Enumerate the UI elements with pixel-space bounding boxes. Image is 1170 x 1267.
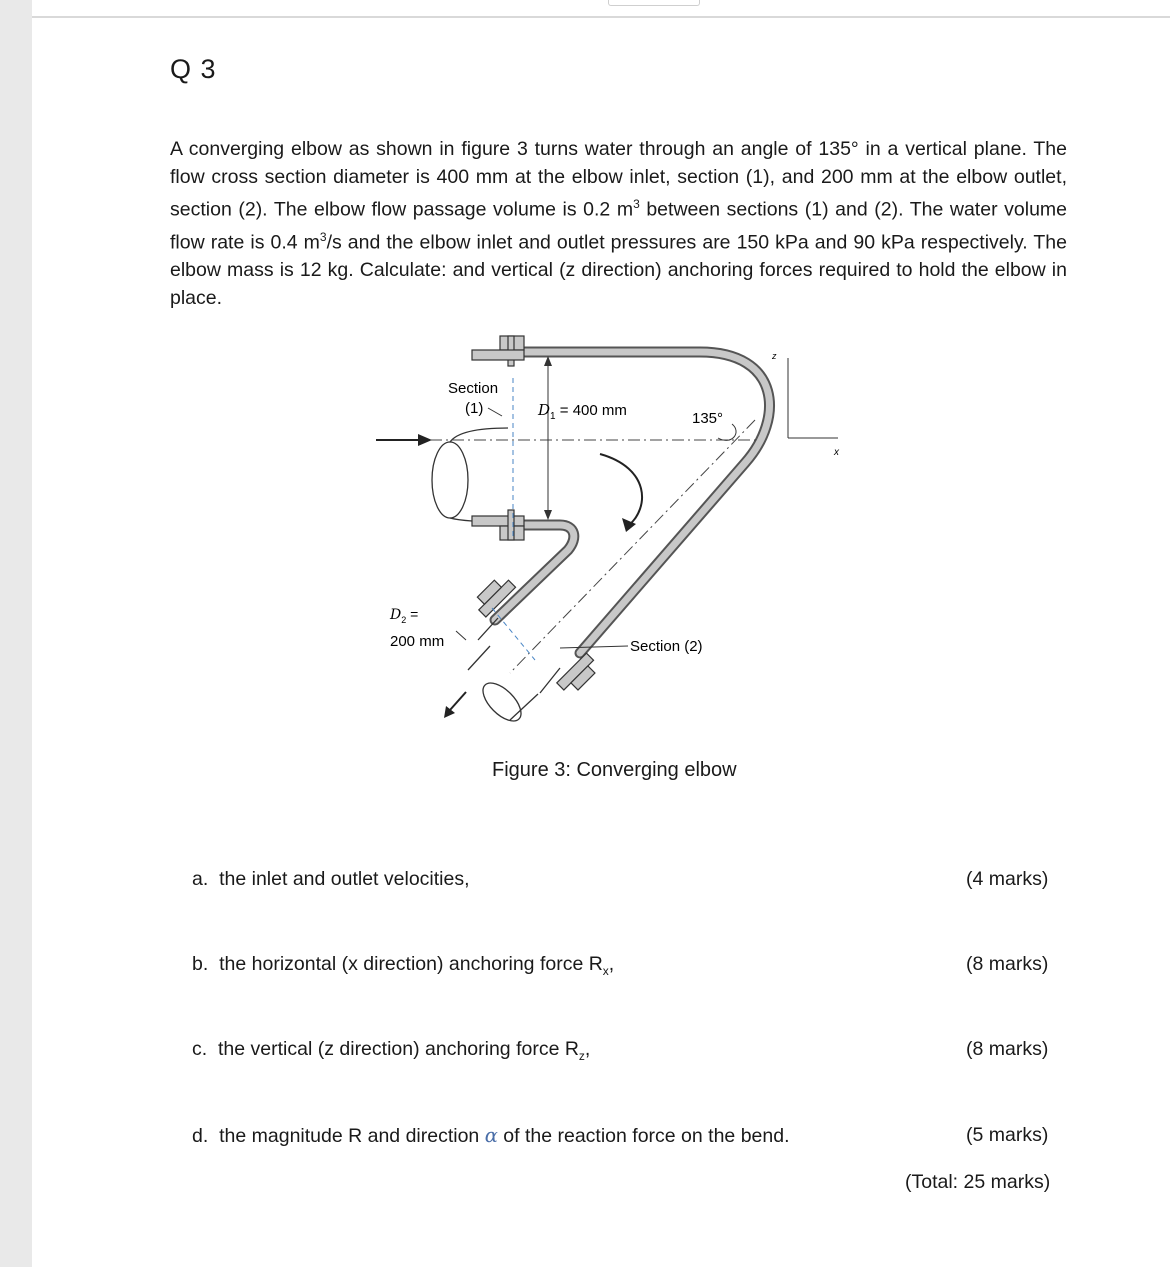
axis-x-label: x	[834, 447, 839, 458]
item-d-tail: of the reaction force on the bend.	[497, 1125, 790, 1147]
flow-turn-arrow	[600, 454, 642, 526]
d1-value: = 400 mm	[555, 402, 627, 419]
outlet-pipe	[478, 618, 560, 693]
figure-caption: Figure 3: Converging elbow	[492, 759, 737, 781]
d1-label	[537, 401, 627, 422]
d2-label	[389, 606, 418, 625]
d1-subscript: 1	[550, 411, 556, 422]
item-b-tail: ,	[608, 953, 615, 975]
page-top-border	[32, 16, 1170, 18]
section2-leader	[560, 646, 628, 648]
item-b-text: the horizontal (x direction) anchoring force R	[219, 953, 603, 975]
axis-z-label: z	[772, 351, 777, 361]
item-c-text: the vertical (z direction) anchoring force R	[218, 1038, 579, 1060]
section1-label-line1: Section	[448, 380, 499, 397]
d2-value: 200 mm	[390, 633, 445, 650]
item-c	[192, 1038, 590, 1063]
inlet-flange-top	[472, 336, 524, 366]
section1-leader	[488, 408, 502, 416]
problem-text-1: A converging elbow as shown in figure 3 turns water through an angle of 135° in a vertical plane. The flow cross section diameter is 400 mm at the elbow inlet, section (1), and 200 mm at the elbow outlet, section (2). The elbow flow passage volume is 0.2 m	[170, 138, 1067, 221]
inlet-opening	[432, 442, 468, 518]
d2-eq: =	[406, 606, 419, 622]
elbow-figure	[360, 328, 880, 738]
item-c-letter: c.	[192, 1038, 208, 1060]
d2-symbol: D	[390, 607, 402, 623]
section2-label: Section (2)	[630, 638, 703, 655]
d2-leader	[456, 631, 466, 640]
item-c-marks: (8 marks)	[966, 1038, 1049, 1060]
item-d-marks: (5 marks)	[966, 1124, 1049, 1146]
item-c-subscript: z	[578, 1048, 585, 1063]
item-d-text: the magnitude R and direction	[219, 1125, 485, 1147]
inlet-flange-bottom	[472, 510, 524, 540]
item-d-letter: d.	[192, 1125, 209, 1147]
problem-text-2: between sections (1) and (2). The water volume flow rate is 0.4 m	[170, 198, 1067, 254]
converging-elbow-diagram	[360, 328, 880, 738]
item-a	[192, 868, 470, 891]
item-d	[192, 1124, 790, 1148]
d2-subscript: 2	[401, 615, 407, 625]
total-marks: (Total: 25 marks)	[905, 1171, 1051, 1193]
item-a-marks: (4 marks)	[966, 868, 1049, 890]
item-a-text: the inlet and outlet velocities,	[219, 868, 470, 890]
outflow-arrow	[450, 692, 466, 710]
toolbar-tab[interactable]	[608, 0, 700, 6]
angle-label: 135°	[692, 410, 724, 427]
section1-label-line2: (1)	[465, 400, 484, 417]
problem-statement	[170, 136, 1067, 312]
centerline-diagonal	[510, 420, 755, 673]
item-a-letter: a.	[192, 868, 209, 890]
left-margin-bar	[0, 0, 32, 1267]
outlet-opening	[477, 677, 528, 728]
question-number: Q 3	[170, 54, 217, 84]
problem-text-3: /s and the elbow inlet and outlet pressures are 150 kPa and 90 kPa respectively. The elbow mass is 12 kg. Calculate: and vertical (z direction) anchoring forces required to hold the elbow in place.	[170, 231, 1067, 309]
superscript-cubed-1: 3	[633, 197, 640, 211]
item-b-subscript: x	[602, 963, 609, 978]
alpha-symbol: α	[484, 1124, 498, 1147]
outlet-flange-right	[557, 653, 601, 697]
section2-line	[492, 608, 535, 660]
item-c-tail: ,	[584, 1038, 591, 1060]
item-b	[192, 953, 614, 978]
superscript-cubed-2: 3	[319, 230, 327, 244]
d1-symbol: D	[538, 401, 551, 419]
item-b-letter: b.	[192, 953, 209, 975]
elbow-outer-wall	[525, 352, 769, 653]
item-b-marks: (8 marks)	[966, 953, 1049, 975]
